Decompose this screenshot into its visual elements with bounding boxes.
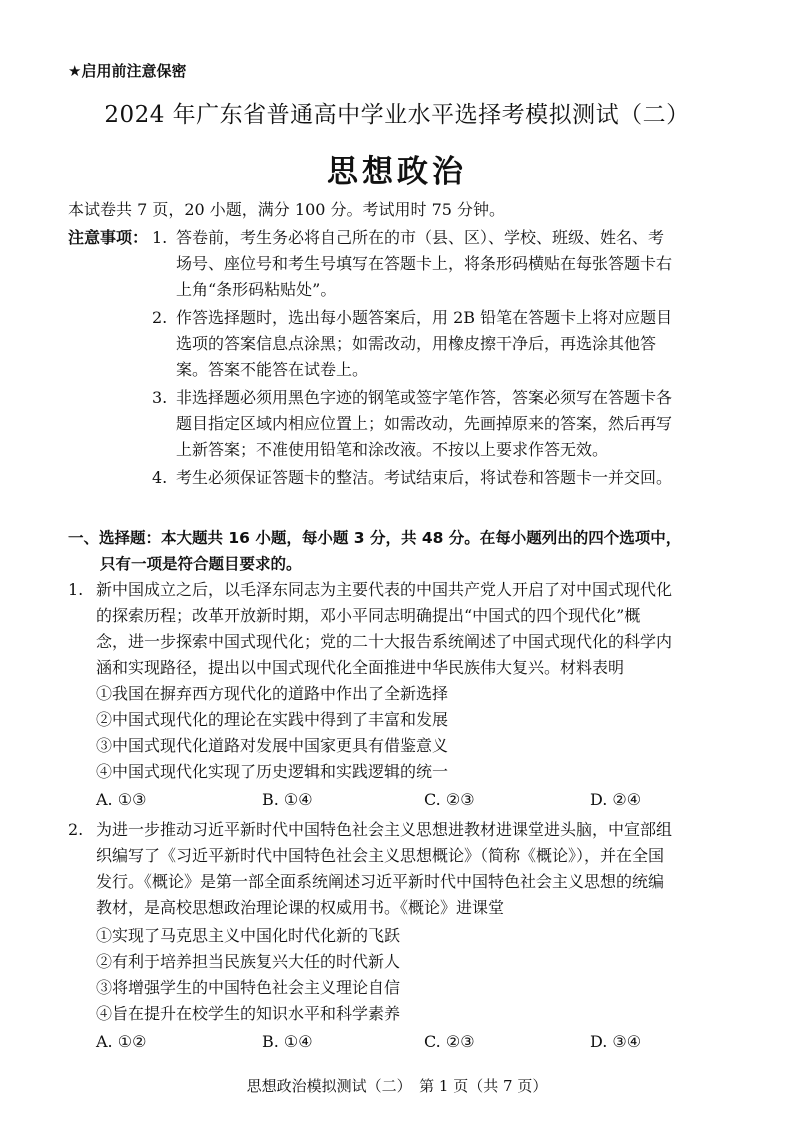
exam-title: 2024 年广东省普通高中学业水平选择考模拟测试（二）	[104, 102, 690, 128]
question-stem-line: 新中国成立之后，以毛泽东同志为主要代表的中国共产党人开启了对中国式现代化	[96, 580, 673, 599]
notice-text-line: 场号、座位号和考生号填写在答题卡上，将条形码横贴在每张答题卡右	[176, 254, 673, 273]
notice-number: 4.	[152, 468, 168, 487]
notice-text-line: 答卷前，考生务必将自己所在的市（县、区）、学校、班级、姓名、考	[176, 228, 665, 247]
notice-number: 3.	[152, 388, 168, 407]
notice-text-line: 选项的答案信息点涂黑；如需改动，用橡皮擦干净后，再选涂其他答	[176, 334, 657, 353]
question-stem-line: 织编写了《习近平新时代中国特色社会主义思想概论》（简称《概论》），并在全国	[96, 846, 665, 865]
notice-text-line: 案。答案不能答在试卷上。	[176, 360, 369, 379]
answer-option-c: C. ②③	[424, 1032, 475, 1051]
question-number: 2.	[68, 820, 84, 839]
answer-option-c: C. ②③	[424, 790, 475, 809]
question-stem-line: 为进一步推动习近平新时代中国特色社会主义思想进教材进课堂进头脑，中宣部组	[96, 820, 673, 839]
statement-item: ④中国式现代化实现了历史逻辑和实践逻辑的统一	[96, 762, 449, 781]
notice-text-line: 上角“条形码粘贴处”。	[176, 280, 337, 299]
answer-option-d: D. ②④	[590, 790, 642, 809]
section-heading: 一、选择题：本大题共 16 小题，每小题 3 分，共 48 分。在每小题列出的四个选项中，	[68, 529, 682, 547]
subject-title: 思想政治	[327, 154, 467, 190]
section-heading-continued: 只有一项是符合题目要求的。	[100, 555, 302, 573]
question-stem-line: 念，进一步探索中国式现代化；党的二十大报告系统阐述了中国式现代化的科学内	[96, 632, 673, 651]
question-number: 1.	[68, 580, 84, 599]
question-stem-line: 发行。《概论》是第一部全面系统阐述习近平新时代中国特色社会主义思想的统编	[96, 872, 665, 891]
statement-item: ③将增强学生的中国特色社会主义理论自信	[96, 978, 401, 997]
answer-option-b: B. ①④	[262, 1032, 313, 1051]
notice-text-line: 考生必须保证答题卡的整洁。考试结束后，将试卷和答题卡一并交回。	[176, 468, 673, 487]
page-footer: 思想政治模拟测试（二） 第 1 页（共 7 页）	[246, 1077, 548, 1095]
notice-label: 注意事项：	[68, 228, 149, 247]
question-stem-line: 涵和实现路径，提出以中国式现代化全面推进中华民族伟大复兴。材料表明	[96, 658, 625, 677]
answer-option-d: D. ③④	[590, 1032, 642, 1051]
notice-number: 2.	[152, 308, 168, 327]
question-stem-line: 教材，是高校思想政治理论课的权威用书。《概论》进课堂	[96, 898, 505, 917]
answer-option-a: A. ①②	[96, 1032, 147, 1051]
statement-item: ③中国式现代化道路对发展中国家更具有借鉴意义	[96, 736, 449, 755]
confidential-label: ★启用前注意保密	[68, 62, 187, 80]
answer-option-b: B. ①④	[262, 790, 313, 809]
notice-text-line: 题目指定区域内相应位置上；如需改动，先画掉原来的答案，然后再写	[176, 414, 673, 433]
answer-option-a: A. ①③	[96, 790, 147, 809]
statement-item: ①我国在摒弃西方现代化的道路中作出了全新选择	[96, 684, 449, 703]
notice-number: 1.	[152, 228, 168, 247]
notice-text-line: 作答选择题时，选出每小题答案后，用 2B 铅笔在答题卡上将对应题目	[176, 308, 673, 327]
exam-summary: 本试卷共 7 页，20 小题，满分 100 分。考试用时 75 分钟。	[68, 200, 506, 219]
question-stem-line: 的探索历程；改革开放新时期，邓小平同志明确提出“中国式的四个现代化”概	[96, 606, 641, 625]
notice-text-line: 非选择题必须用黑色字迹的钢笔或签字笔作答，答案必须写在答题卡各	[176, 388, 673, 407]
statement-item: ②有利于培养担当民族复兴大任的时代新人	[96, 952, 401, 971]
statement-item: ②中国式现代化的理论在实践中得到了丰富和发展	[96, 710, 449, 729]
statement-item: ④旨在提升在校学生的知识水平和科学素养	[96, 1004, 401, 1023]
notice-text-line: 上新答案；不准使用铅笔和涂改液。不按以上要求作答无效。	[176, 440, 609, 459]
statement-item: ①实现了马克思主义中国化时代化新的飞跃	[96, 926, 401, 945]
